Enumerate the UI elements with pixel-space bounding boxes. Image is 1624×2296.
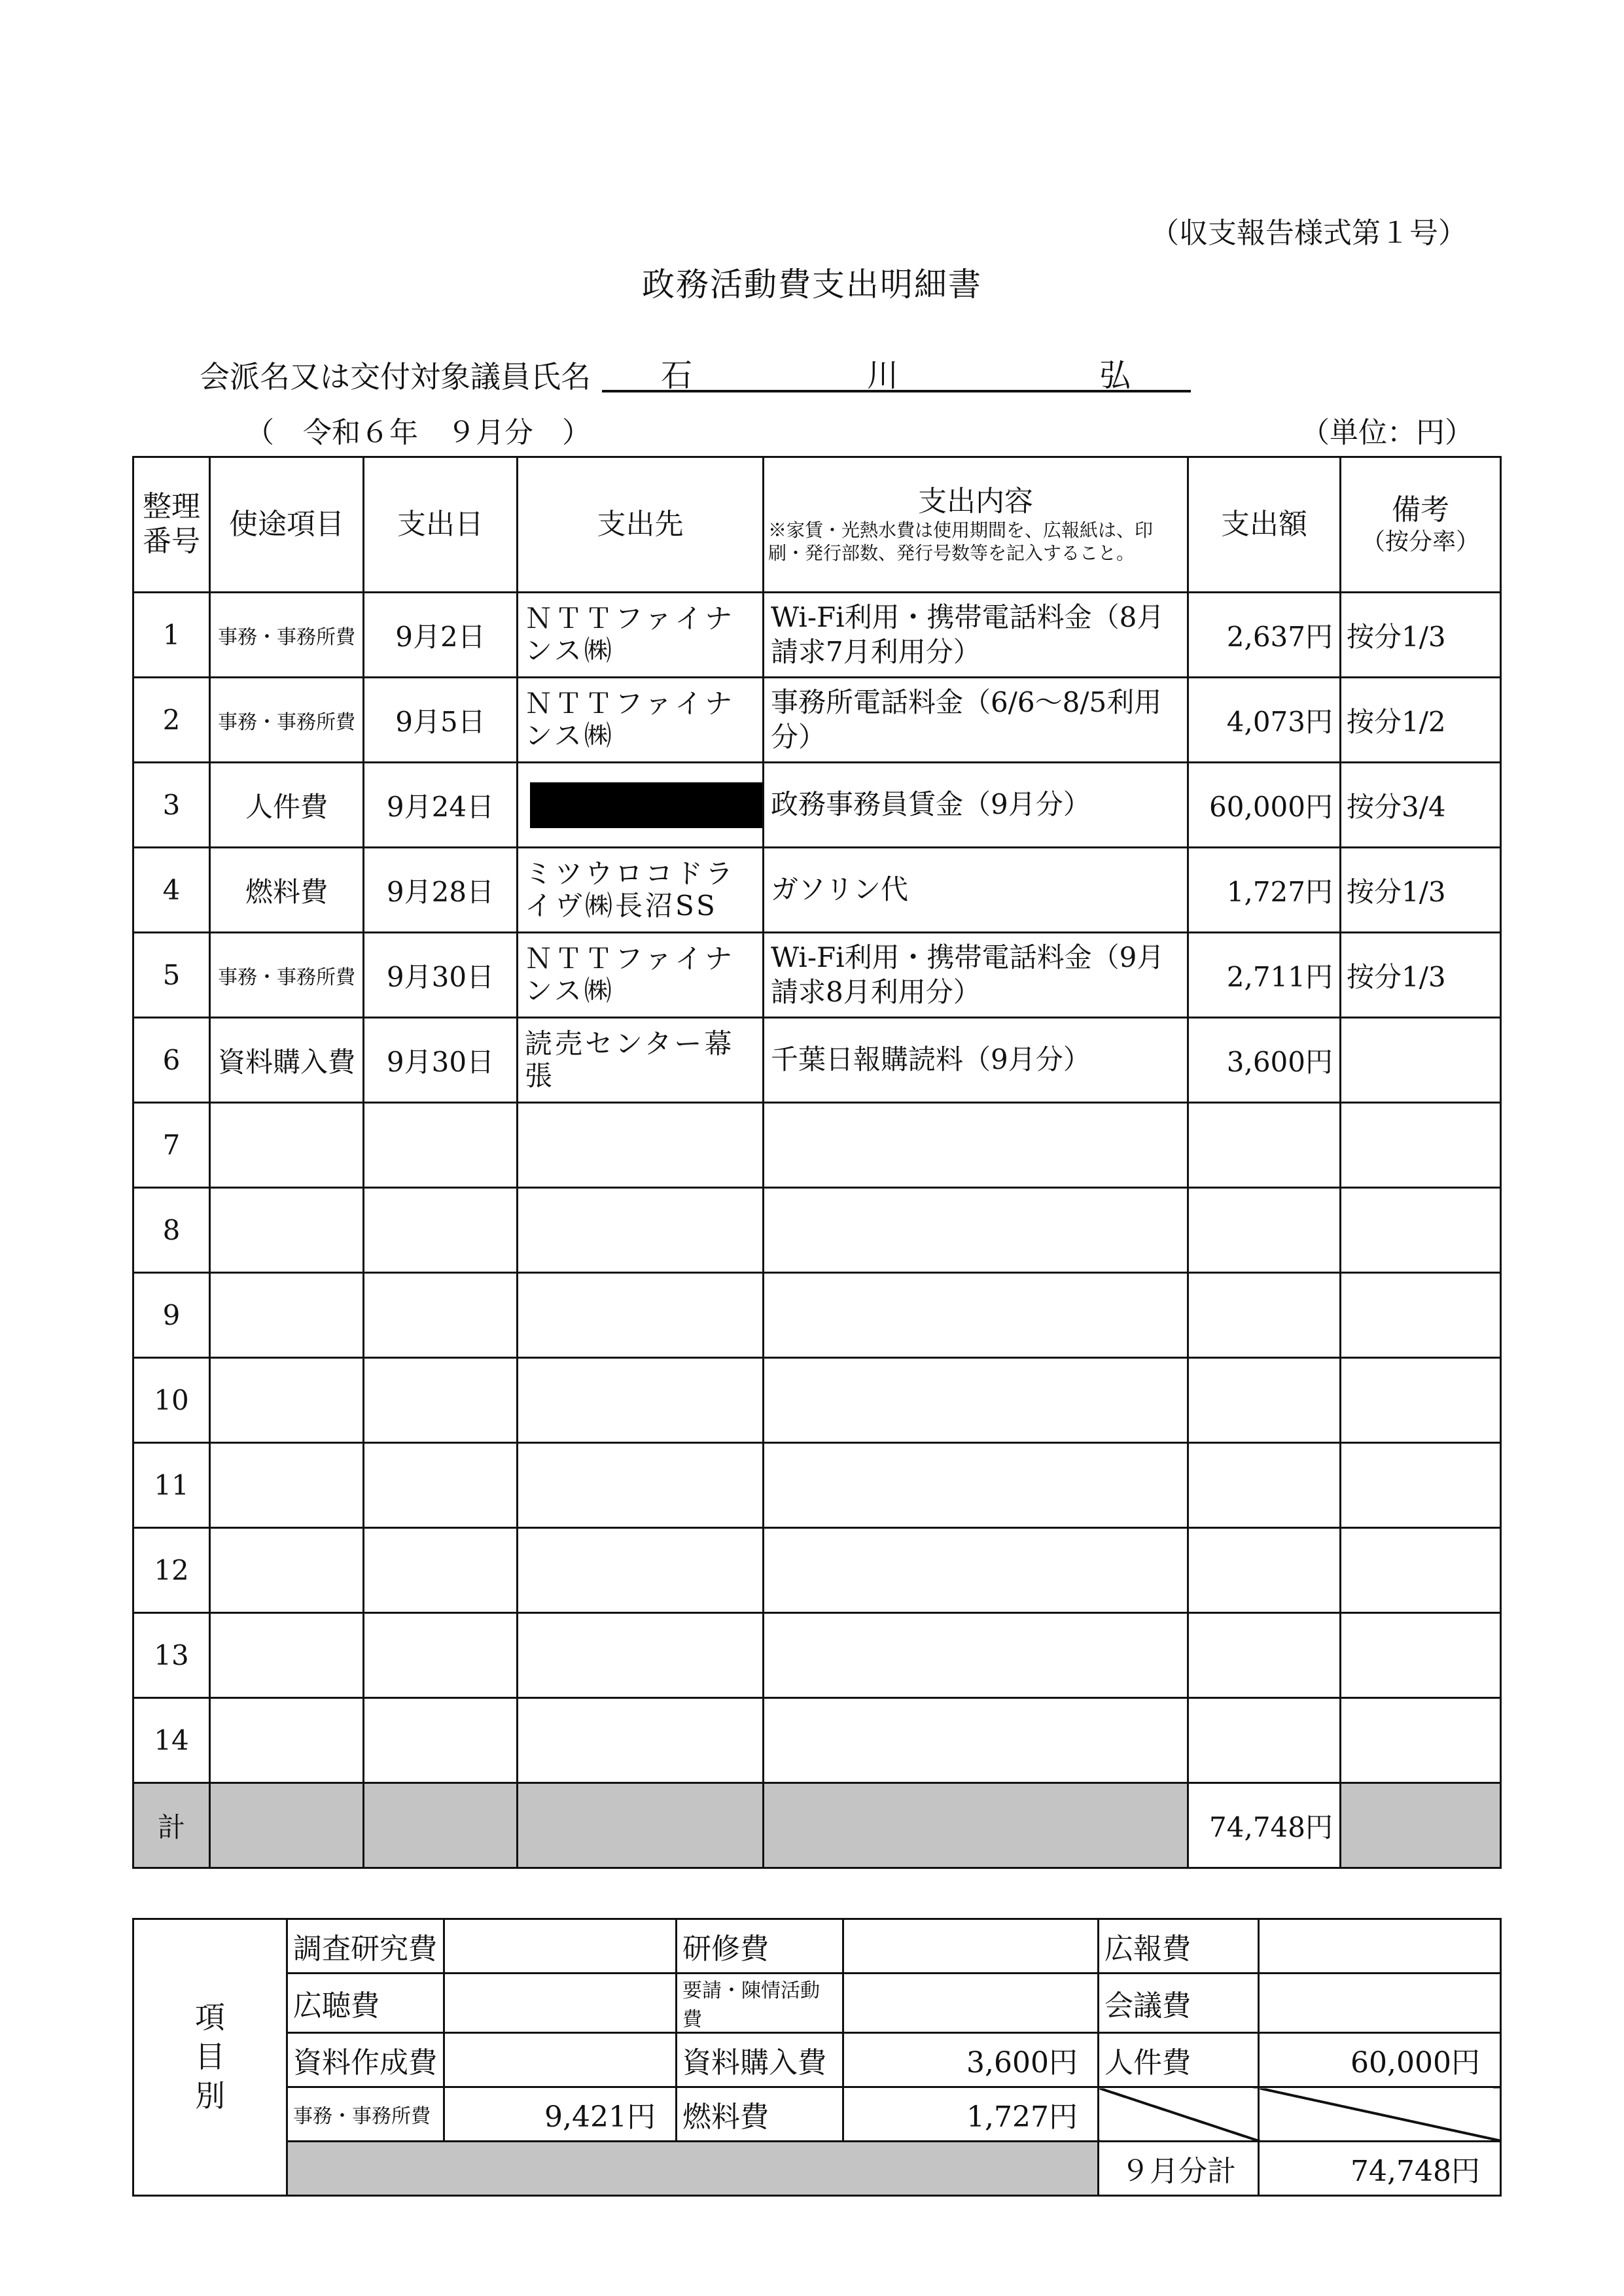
row-no: 9 xyxy=(133,1273,210,1358)
table-row xyxy=(133,848,1501,933)
row-no: 6 xyxy=(133,1018,210,1103)
summary-koho-amount xyxy=(1259,1919,1501,1974)
row-no: 4 xyxy=(133,848,210,933)
row-content: 事務所電話料金（6/6～8/5利用分） xyxy=(764,678,1188,763)
summary-month-total-amount: 74,748円 xyxy=(1259,2142,1501,2196)
row-content: 千葉日報購読料（9月分） xyxy=(764,1018,1188,1103)
col-payee: 支出先 xyxy=(518,457,764,593)
row-no: 5 xyxy=(133,933,210,1018)
row-category xyxy=(210,1613,364,1698)
row-category xyxy=(210,1188,364,1273)
summary-yosei: 要請・陳情活動費 xyxy=(677,1974,843,2033)
row-content: Wi-Fi利用・携帯電話料金（8月請求7月利用分） xyxy=(764,593,1188,678)
row-remarks xyxy=(1341,1358,1501,1443)
row-payee: 読売センター幕張 xyxy=(518,1018,764,1103)
col-content-note: ※家賃・光熱水費は使用期間を、広報紙は、印刷・発行部数、発行号数等を記入すること。 xyxy=(768,519,1154,565)
total-empty xyxy=(210,1783,364,1868)
summary-koho: 広報費 xyxy=(1099,1919,1259,1974)
summary-kocho-amount xyxy=(444,1974,677,2033)
row-date: 9月30日 xyxy=(364,933,518,1018)
row-content xyxy=(764,1273,1188,1358)
row-category: 資料購入費 xyxy=(210,1018,364,1103)
summary-kaigi-amount xyxy=(1259,1974,1501,2033)
row-date xyxy=(364,1358,518,1443)
row-date xyxy=(364,1698,518,1783)
redaction-block xyxy=(530,782,762,828)
row-no: 11 xyxy=(133,1443,210,1528)
row-remarks: 按分1/3 xyxy=(1341,848,1501,933)
row-remarks: 按分1/2 xyxy=(1341,678,1501,763)
row-remarks: 按分1/3 xyxy=(1341,593,1501,678)
row-payee: ミツウロコドライヴ㈱長沼SS xyxy=(518,848,764,933)
table-row xyxy=(133,1188,1501,1273)
row-no: 13 xyxy=(133,1613,210,1698)
summary-konyu: 資料購入費 xyxy=(677,2033,843,2087)
row-content: Wi-Fi利用・携帯電話料金（9月請求8月利用分） xyxy=(764,933,1188,1018)
summary-kenshu: 研修費 xyxy=(677,1919,843,1974)
row-amount xyxy=(1188,1273,1341,1358)
row-no: 14 xyxy=(133,1698,210,1783)
summary-kocho: 広聴費 xyxy=(287,1974,444,2033)
row-category: 事務・事務所費 xyxy=(210,933,364,1018)
row-payee xyxy=(518,1698,764,1783)
row-category xyxy=(210,1103,364,1188)
row-payee xyxy=(518,1188,764,1273)
total-empty xyxy=(518,1783,764,1868)
total-empty xyxy=(1341,1783,1501,1868)
total-row xyxy=(133,1783,1501,1868)
row-no: 2 xyxy=(133,678,210,763)
row-date xyxy=(364,1103,518,1188)
col-category: 使途項目 xyxy=(210,457,364,593)
row-amount xyxy=(1188,1698,1341,1783)
summary-kaigi: 会議費 xyxy=(1099,1974,1259,2033)
row-payee xyxy=(518,1613,764,1698)
total-empty xyxy=(764,1783,1188,1868)
row-content xyxy=(764,1613,1188,1698)
row-category xyxy=(210,1698,364,1783)
col-remarks-sub: （按分率） xyxy=(1361,528,1479,555)
row-date xyxy=(364,1613,518,1698)
member-name-part: 弘 xyxy=(1099,357,1131,394)
row-category xyxy=(210,1528,364,1613)
summary-jinken-amount: 60,000円 xyxy=(1259,2033,1501,2087)
col-amount: 支出額 xyxy=(1188,457,1341,593)
row-amount xyxy=(1188,1528,1341,1613)
summary-side-label xyxy=(133,1919,287,2196)
row-amount: 1,727円 xyxy=(1188,848,1341,933)
row-date: 9月5日 xyxy=(364,678,518,763)
summary-diagonal xyxy=(1099,2087,1259,2142)
summary-jimu: 事務・事務所費 xyxy=(287,2087,444,2142)
total-empty xyxy=(364,1783,518,1868)
row-remarks xyxy=(1341,1443,1501,1528)
row-remarks: 按分1/3 xyxy=(1341,933,1501,1018)
row-payee: ＮＴＴファイナンス㈱ xyxy=(518,933,764,1018)
member-underline xyxy=(602,390,1191,392)
table-row xyxy=(133,763,1501,848)
col-remarks xyxy=(1341,457,1501,593)
summary-konyu-amount: 3,600円 xyxy=(843,2033,1099,2087)
row-payee xyxy=(518,1358,764,1443)
summary-sakusei: 資料作成費 xyxy=(287,2033,444,2087)
summary-nenryo-amount: 1,727円 xyxy=(843,2087,1099,2142)
member-name-part: 川 xyxy=(867,357,899,394)
row-date xyxy=(364,1188,518,1273)
row-content xyxy=(764,1188,1188,1273)
row-payee: ＮＴＴファイナンス㈱ xyxy=(518,678,764,763)
row-payee xyxy=(518,763,764,848)
row-remarks xyxy=(1341,1613,1501,1698)
row-content xyxy=(764,1103,1188,1188)
summary-sakusei-amount xyxy=(444,2033,677,2087)
row-no: 12 xyxy=(133,1528,210,1613)
row-no: 1 xyxy=(133,593,210,678)
page-title: 政務活動費支出明細書 xyxy=(642,266,982,304)
row-content xyxy=(764,1358,1188,1443)
row-amount: 60,000円 xyxy=(1188,763,1341,848)
table-header-row xyxy=(133,457,1501,593)
row-no: 3 xyxy=(133,763,210,848)
summary-nenryo: 燃料費 xyxy=(677,2087,843,2142)
table-row xyxy=(133,1018,1501,1103)
row-remarks xyxy=(1341,1528,1501,1613)
row-category: 人件費 xyxy=(210,763,364,848)
table-row xyxy=(133,933,1501,1018)
category-summary xyxy=(132,1918,1502,2197)
row-category: 燃料費 xyxy=(210,848,364,933)
unit-label: （単位：円） xyxy=(1301,416,1474,449)
row-amount xyxy=(1188,1613,1341,1698)
member-name-part: 石 xyxy=(661,357,693,394)
row-category xyxy=(210,1358,364,1443)
summary-jinken: 人件費 xyxy=(1099,2033,1259,2087)
row-no: 7 xyxy=(133,1103,210,1188)
table-row xyxy=(133,1613,1501,1698)
row-remarks xyxy=(1341,1188,1501,1273)
row-amount xyxy=(1188,1443,1341,1528)
col-date: 支出日 xyxy=(364,457,518,593)
row-date xyxy=(364,1273,518,1358)
row-content: 政務事務員賃金（9月分） xyxy=(764,763,1188,848)
total-label: 計 xyxy=(133,1783,210,1868)
table-row xyxy=(133,1358,1501,1443)
summary-jimu-amount: 9,421円 xyxy=(444,2087,677,2142)
table-row xyxy=(133,1443,1501,1528)
row-remarks: 按分3/4 xyxy=(1341,763,1501,848)
row-amount: 2,637円 xyxy=(1188,593,1341,678)
summary-yosei-amount xyxy=(843,1974,1099,2033)
summary-side-char: 目 xyxy=(195,2039,225,2075)
row-category: 事務・事務所費 xyxy=(210,678,364,763)
row-amount: 3,600円 xyxy=(1188,1018,1341,1103)
row-content xyxy=(764,1698,1188,1783)
summary-side-char: 別 xyxy=(195,2078,225,2113)
row-date: 9月24日 xyxy=(364,763,518,848)
period: （ 令和６年 ９月分 ） xyxy=(245,416,591,449)
row-payee xyxy=(518,1528,764,1613)
row-payee: ＮＴＴファイナンス㈱ xyxy=(518,593,764,678)
col-no: 整理番号 xyxy=(133,457,210,593)
row-no: 8 xyxy=(133,1188,210,1273)
summary-side-char: 項 xyxy=(195,2000,225,2036)
row-remarks xyxy=(1341,1018,1501,1103)
table-row xyxy=(133,1528,1501,1613)
row-category xyxy=(210,1443,364,1528)
summary-kenshu-amount xyxy=(843,1919,1099,1974)
row-no: 10 xyxy=(133,1358,210,1443)
form-number: （収支報告様式第１号） xyxy=(1150,217,1467,250)
expense-table xyxy=(132,456,1502,1869)
table-row xyxy=(133,678,1501,763)
row-amount: 4,073円 xyxy=(1188,678,1341,763)
row-amount xyxy=(1188,1188,1341,1273)
row-category xyxy=(210,1273,364,1358)
summary-chosa: 調査研究費 xyxy=(287,1919,444,1974)
row-content xyxy=(764,1443,1188,1528)
row-remarks xyxy=(1341,1273,1501,1358)
row-content: ガソリン代 xyxy=(764,848,1188,933)
summary-shaded xyxy=(287,2142,1099,2196)
row-amount xyxy=(1188,1103,1341,1188)
row-remarks xyxy=(1341,1103,1501,1188)
col-remarks-title: 備考 xyxy=(1392,493,1449,527)
row-date: 9月30日 xyxy=(364,1018,518,1103)
row-payee xyxy=(518,1103,764,1188)
row-date xyxy=(364,1443,518,1528)
table-row xyxy=(133,1103,1501,1188)
row-content xyxy=(764,1528,1188,1613)
col-content-title: 支出内容 xyxy=(918,484,1033,518)
summary-month-total-label: ９月分計 xyxy=(1099,2142,1259,2196)
table-row xyxy=(133,1698,1501,1783)
table-row xyxy=(133,1273,1501,1358)
summary-chosa-amount xyxy=(444,1919,677,1974)
row-payee xyxy=(518,1273,764,1358)
col-content xyxy=(764,457,1188,593)
member-label: 会派名又は交付対象議員氏名 xyxy=(200,359,591,394)
row-remarks xyxy=(1341,1698,1501,1783)
row-date: 9月28日 xyxy=(364,848,518,933)
row-date: 9月2日 xyxy=(364,593,518,678)
total-amount: 74,748円 xyxy=(1188,1783,1341,1868)
row-amount xyxy=(1188,1358,1341,1443)
summary-diagonal xyxy=(1259,2087,1501,2142)
row-payee xyxy=(518,1443,764,1528)
table-row xyxy=(133,593,1501,678)
row-amount: 2,711円 xyxy=(1188,933,1341,1018)
row-category: 事務・事務所費 xyxy=(210,593,364,678)
row-date xyxy=(364,1528,518,1613)
